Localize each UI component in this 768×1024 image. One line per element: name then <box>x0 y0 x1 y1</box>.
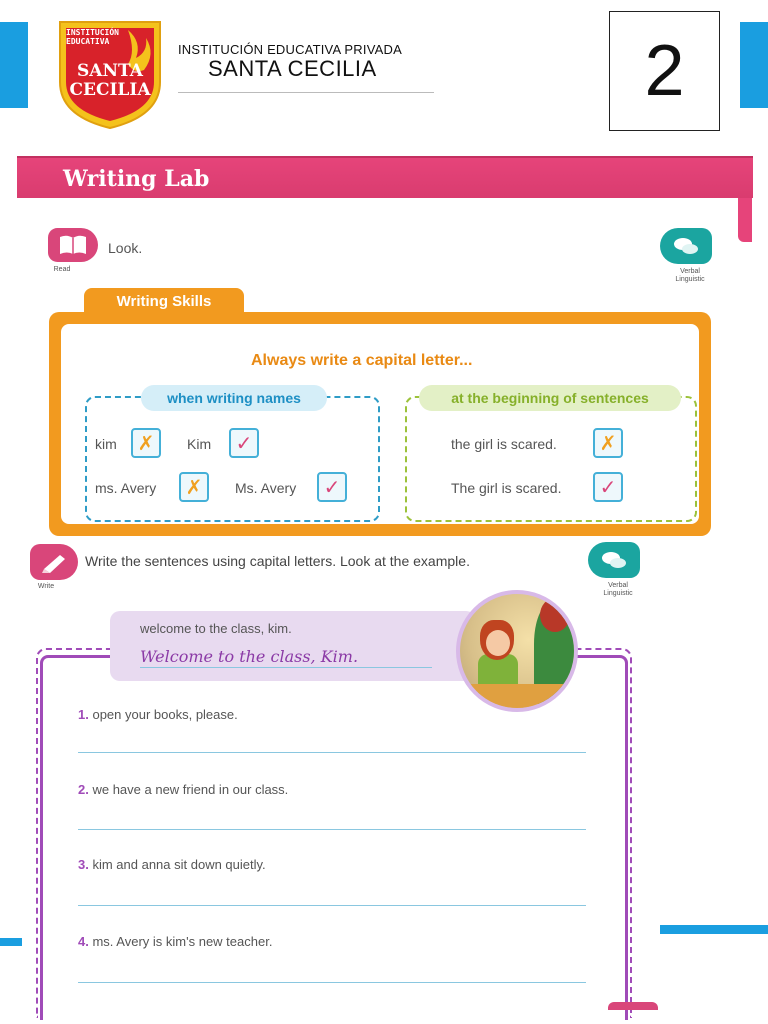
school-name: SANTA CECILIA <box>208 56 377 81</box>
read-badge-label: Read <box>53 266 71 273</box>
item-number: 2. <box>78 782 89 797</box>
logo-line-2: CECILIA <box>69 80 151 100</box>
exercise-item-4 <box>78 934 272 949</box>
item-text: kim and anna sit down quietly. <box>92 857 266 872</box>
speech-bubbles-icon <box>672 235 700 257</box>
example-answer: Welcome to the class, Kim. <box>140 647 359 666</box>
sentence-wrong: the girl is scared. <box>451 436 557 452</box>
verbal-linguistic-label: Verbal Linguistic <box>675 268 705 283</box>
speech-bubbles-icon <box>600 549 628 571</box>
answer-line-4[interactable] <box>78 982 586 983</box>
logo-line-1: SANTA <box>77 61 143 81</box>
names-panel <box>85 396 380 522</box>
logo-main-text <box>56 62 164 100</box>
girl-face <box>486 630 510 656</box>
exercise-item-1 <box>78 707 238 722</box>
banner-title: Writing Lab <box>63 166 210 192</box>
wrong-mark-icon: ✗ <box>131 428 161 458</box>
name-wrong-2: ms. Avery <box>95 480 157 496</box>
bottom-left-blue-bar <box>0 938 22 946</box>
school-subtitle: INSTITUCIÓN EDUCATIVA PRIVADA <box>178 42 402 57</box>
item-text: ms. Avery is kim's new teacher. <box>92 934 273 949</box>
exercise-item-2 <box>78 782 288 797</box>
answer-line-2[interactable] <box>78 829 586 830</box>
wrong-mark-icon: ✗ <box>593 428 623 458</box>
verbal-linguistic-badge <box>660 228 712 264</box>
names-heading: when writing names <box>141 385 327 411</box>
item-number: 1. <box>78 707 89 722</box>
classroom-photo <box>456 590 578 712</box>
header-divider <box>178 92 434 93</box>
read-badge <box>48 228 98 262</box>
school-logo <box>56 18 164 130</box>
item-number: 3. <box>78 857 89 872</box>
write-badge-label: Write <box>37 583 55 590</box>
banner-tab <box>738 198 752 242</box>
right-mark-icon: ✓ <box>593 472 623 502</box>
logo-top-text: INSTITUCIÓN EDUCATIVA <box>66 28 119 46</box>
answer-line-3[interactable] <box>78 905 586 906</box>
item-text: open your books, please. <box>92 707 238 722</box>
sentences-heading: at the beginning of sentences <box>419 385 681 411</box>
writing-lab-banner <box>17 156 753 198</box>
page-number: 2 <box>609 11 720 131</box>
verbal-linguistic-badge-2 <box>588 542 640 578</box>
book-icon <box>58 234 88 256</box>
left-blue-bar <box>0 22 28 108</box>
right-mark-icon: ✓ <box>317 472 347 502</box>
right-blue-bar <box>740 22 768 108</box>
verbal-linguistic-label-2: Verbal Linguistic <box>603 582 633 597</box>
right-mark-icon: ✓ <box>229 428 259 458</box>
writing-skills-box <box>49 312 711 536</box>
bottom-right-blue-bar <box>660 925 768 934</box>
desk <box>460 684 574 712</box>
exercise-item-3 <box>78 857 266 872</box>
name-right-1: Kim <box>187 436 212 452</box>
bottom-pink-tab <box>608 1002 658 1010</box>
example-box <box>110 611 476 681</box>
capital-rule: Always write a capital letter... <box>251 352 473 369</box>
answer-line-1[interactable] <box>78 752 586 753</box>
item-text: we have a new friend in our class. <box>92 782 289 797</box>
item-number: 4. <box>78 934 89 949</box>
name-right-2: Ms. Avery <box>235 480 297 496</box>
wrong-mark-icon: ✗ <box>179 472 209 502</box>
example-question: welcome to the class, kim. <box>140 621 292 636</box>
example-answer-line <box>140 667 432 668</box>
sentence-right: The girl is scared. <box>451 480 562 496</box>
writing-skills-tab: Writing Skills <box>84 288 244 314</box>
read-instruction: Look. <box>108 240 143 256</box>
write-instruction: Write the sentences using capital letters. Look at the example. <box>85 553 470 569</box>
writing-skills-content <box>61 324 699 524</box>
name-wrong-1: kim <box>95 436 117 452</box>
pencil-icon <box>40 551 68 573</box>
teacher-hair <box>540 598 570 632</box>
sentences-panel <box>405 396 697 522</box>
write-badge <box>30 544 78 580</box>
